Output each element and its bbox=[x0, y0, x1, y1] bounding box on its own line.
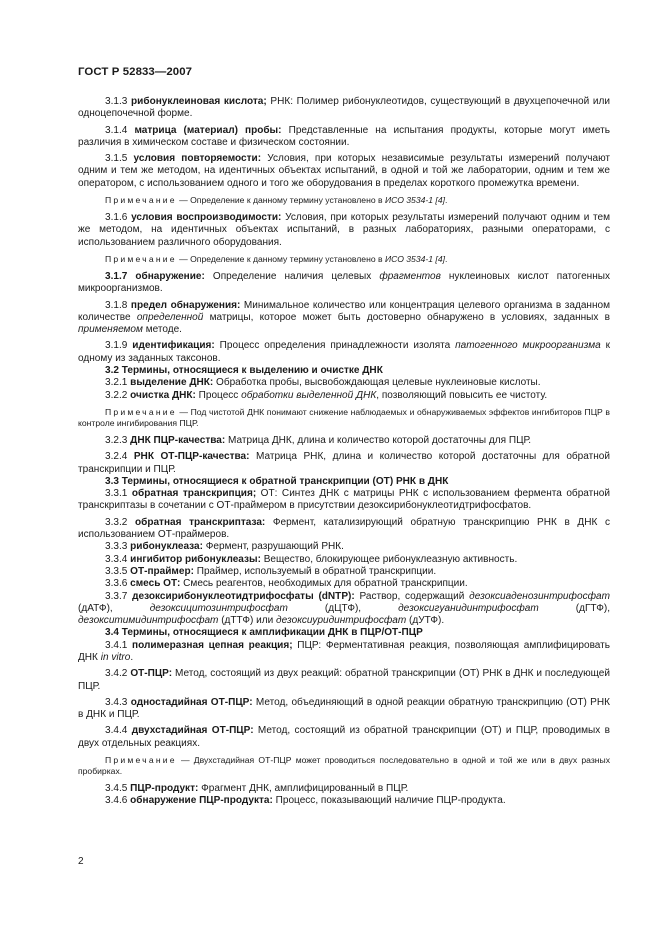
term-definition-italic: обработки выделенной ДНК bbox=[241, 389, 377, 401]
term-3-4-4 bbox=[78, 725, 610, 750]
term-3-3-2 bbox=[78, 517, 610, 542]
note-label: Примечание bbox=[105, 755, 177, 766]
term-definition: (дЦТФ), bbox=[287, 602, 399, 614]
note-label: Примечание bbox=[105, 195, 177, 206]
term-3-3-3 bbox=[78, 541, 610, 553]
term-definition: Вещество, блокирующее рибонуклеазную активность. bbox=[260, 553, 518, 565]
term-name: двухстадийная ОТ-ПЦР: bbox=[131, 725, 254, 737]
term-3-4-3 bbox=[78, 697, 610, 722]
note-text: — Под чистотой ДНК понимают снижение наблюдаемых и обнаруживаемых эффектов ингибиторов ПЦР в контроле ингибирования ПЦР. bbox=[78, 406, 610, 428]
term-number: 3.2.4 bbox=[105, 451, 128, 463]
term-definition: Раствор, содержащий bbox=[354, 590, 470, 602]
note-reference: ИСО 3534-1 [4] bbox=[384, 253, 445, 264]
term-definition: ПЦР: Ферментативная реакция, позволяющая амплифицировать ДНК bbox=[78, 639, 610, 663]
term-number: 3.4.2 bbox=[105, 668, 128, 680]
term-3-4-5 bbox=[78, 783, 610, 795]
term-name: РНК ОТ-ПЦР-качества: bbox=[133, 451, 250, 463]
term-name: обнаружение: bbox=[135, 270, 205, 282]
term-definition: Метод, объединяющий в одной реакции обратную транскрипцию (ОТ) РНК в ДНК и ПЦР. bbox=[78, 696, 610, 721]
term-definition-italic: применяемом bbox=[78, 324, 143, 336]
term-3-4-2 bbox=[78, 668, 610, 693]
term-3-1-4 bbox=[78, 125, 610, 150]
term-name: условия воспроизводимости: bbox=[131, 212, 282, 224]
term-3-2-2 bbox=[78, 390, 610, 402]
term-definition: Фермент, катализирующий обратную транскрипцию РНК в ДНК с использованием ОТ-праймеров. bbox=[78, 516, 610, 541]
term-name: обнаружение ПЦР-продукта: bbox=[130, 795, 273, 807]
term-name: предел обнаружения: bbox=[130, 299, 241, 311]
term-3-3-4 bbox=[78, 554, 610, 566]
term-number: 3.4.1 bbox=[105, 639, 128, 651]
term-3-2-1 bbox=[78, 377, 610, 389]
term-definition-italic: дезоксицитозинтрифосфат bbox=[149, 602, 288, 614]
term-definition: Матрица ДНК, длина и количество которой достаточны для ПЦР. bbox=[225, 434, 532, 446]
document-body bbox=[78, 96, 610, 808]
term-number: 3.3.5 bbox=[105, 565, 128, 577]
term-definition: Представленные на испытания продукты, которые могут иметь различия в химическом составе и физическом состоянии. bbox=[78, 124, 610, 148]
term-3-1-5 bbox=[78, 153, 610, 190]
term-number: 3.4.4 bbox=[105, 725, 128, 737]
term-definition: Праймер, используемый в обратной транскрипции. bbox=[193, 565, 437, 577]
note-4 bbox=[78, 755, 610, 777]
term-definition-italic: дезоксиуридинтрифосфат bbox=[276, 615, 407, 627]
term-name: ОТ-ПЦР: bbox=[130, 668, 173, 680]
term-3-3-7 bbox=[78, 591, 610, 628]
term-number: 3.1.7 bbox=[105, 270, 128, 282]
term-number: 3.3.1 bbox=[105, 488, 128, 500]
term-number: 3.4.5 bbox=[105, 783, 128, 795]
term-name: ингибитор рибонуклеазы: bbox=[130, 553, 261, 565]
term-definition-italic: фрагментов bbox=[379, 270, 441, 282]
term-number: 3.3.4 bbox=[105, 553, 128, 565]
term-definition-italic: дезоксиаденозинтрифосфат bbox=[469, 590, 610, 602]
note-label: Примечание bbox=[105, 253, 177, 264]
term-name: дезоксирибонуклеотидтрифосфаты (dNTP): bbox=[132, 590, 355, 602]
term-definition: методе. bbox=[142, 324, 182, 336]
term-3-2-3 bbox=[78, 435, 610, 447]
term-name: обратная транскриптаза: bbox=[134, 516, 266, 528]
term-definition: Матрица РНК, длина и количество которой достаточны для обратной транскрипции и ПЦР. bbox=[78, 451, 610, 475]
term-name: матрица (материал) пробы: bbox=[134, 124, 282, 136]
term-3-1-3 bbox=[78, 96, 610, 121]
term-definition-italic: определенной bbox=[136, 311, 204, 323]
term-name: ПЦР-продукт: bbox=[130, 783, 199, 795]
section-heading-3-4: 3.4 Термины, относящиеся к амплификации ДНК в ПЦР/ОТ-ПЦР bbox=[105, 627, 423, 639]
term-definition: . bbox=[130, 651, 134, 663]
term-3-3-5 bbox=[78, 566, 610, 578]
note-reference: ИСО 3534-1 [4] bbox=[384, 195, 445, 206]
term-number: 3.1.6 bbox=[105, 212, 128, 224]
term-name: условия повторяемости: bbox=[133, 153, 262, 165]
term-number: 3.1.5 bbox=[105, 153, 128, 165]
term-definition: матрицы, которое может быть достоверно обнаружено в условиях, заданных в bbox=[203, 311, 610, 323]
term-definition: Процесс определения принадлежности изолята bbox=[214, 340, 456, 352]
note-text: — Определение к данному термину установлено в bbox=[176, 253, 385, 264]
note-1 bbox=[78, 195, 610, 206]
term-name: одностадийная ОТ-ПЦР: bbox=[130, 696, 253, 708]
term-name: выделение ДНК: bbox=[130, 377, 214, 389]
term-number: 3.1.8 bbox=[105, 299, 128, 311]
term-number: 3.3.7 bbox=[105, 590, 128, 602]
term-definition: (дТТФ) или bbox=[218, 615, 277, 627]
term-definition: (дУТФ). bbox=[406, 615, 445, 627]
note-2 bbox=[78, 254, 610, 265]
term-name: рибонуклеаза: bbox=[130, 541, 203, 553]
section-heading-3-3: 3.3 Термины, относящиеся к обратной транскрипции (ОТ) РНК в ДНК bbox=[105, 475, 449, 487]
term-definition: (дАТФ), bbox=[78, 602, 150, 614]
term-number: 3.4.3 bbox=[105, 696, 128, 708]
term-definition: (дГТФ), bbox=[538, 602, 610, 614]
term-definition: Обработка пробы, высвобождающая целевые нуклеиновые кислоты. bbox=[213, 377, 541, 389]
term-definition: Процесс bbox=[195, 389, 242, 401]
term-definition-italic: дезоксигуанидинтрифосфат bbox=[398, 602, 539, 614]
term-3-1-7 bbox=[78, 271, 610, 296]
term-name: смесь ОТ: bbox=[130, 578, 181, 590]
term-definition-italic: дезокситимидинтрифосфат bbox=[78, 615, 219, 627]
term-3-3-6 bbox=[78, 578, 610, 590]
term-number: 3.3.3 bbox=[105, 541, 128, 553]
term-number: 3.2.2 bbox=[105, 389, 128, 401]
note-text: . bbox=[444, 195, 448, 206]
note-text: — Двухстадийная ОТ-ПЦР может проводиться последовательно в одной и той же или в двух разных пробирках. bbox=[78, 755, 610, 777]
page-number: 2 bbox=[78, 856, 84, 867]
term-definition: Метод, состоящий из обратной транскрипции (ОТ) и ПЦР, проводимых в двух отдельных реакциях. bbox=[78, 725, 610, 749]
note-label: Примечание bbox=[105, 406, 177, 417]
term-definition-italic: in vitro bbox=[100, 651, 131, 663]
term-3-1-8 bbox=[78, 300, 610, 337]
term-name: ОТ-праймер: bbox=[130, 565, 194, 577]
term-3-4-6 bbox=[78, 795, 610, 807]
term-definition: Фрагмент ДНК, амплифицированный в ПЦР. bbox=[198, 783, 409, 795]
term-definition-italic: патогенного микроорганизма bbox=[455, 340, 601, 352]
term-definition: Смесь реагентов, необходимых для обратной транскрипции. bbox=[180, 578, 468, 590]
term-number: 3.2.3 bbox=[105, 434, 128, 446]
term-3-1-9 bbox=[78, 340, 610, 365]
term-definition: Фермент, разрушающий РНК. bbox=[202, 541, 344, 553]
term-definition: Определение наличия целевых bbox=[204, 270, 380, 282]
section-heading-3-2: 3.2 Термины, относящиеся к выделению и очистке ДНК bbox=[105, 365, 383, 377]
note-text: . bbox=[444, 253, 448, 264]
document-header: ГОСТ Р 52833—2007 bbox=[78, 66, 193, 78]
term-number: 3.3.6 bbox=[105, 578, 128, 590]
term-number: 3.2.1 bbox=[105, 377, 128, 389]
term-definition: Условия, при которых результаты измерений получают одним и тем же методом, на идентичных объектах испытаний, в разных лабораториях, разными операторами, с использованием различного оборудования. bbox=[78, 212, 611, 248]
term-definition: , позволяющий повысить ее чистоту. bbox=[376, 389, 548, 401]
term-3-4-1 bbox=[78, 640, 610, 665]
term-3-3-1 bbox=[78, 488, 610, 513]
note-text: — Определение к данному термину установлено в bbox=[176, 195, 385, 206]
term-definition: Минимальное количество или концентрация целевого организма в заданном количестве bbox=[78, 299, 610, 323]
term-3-1-6 bbox=[78, 212, 610, 249]
term-name: полимеразная цепная реакция; bbox=[132, 639, 293, 651]
term-number: 3.1.3 bbox=[105, 96, 128, 107]
term-definition: Процесс, показывающий наличие ПЦР-продукта. bbox=[272, 795, 506, 807]
term-definition: нуклеиновых кислот патогенных микроорганизмов. bbox=[78, 270, 611, 295]
term-3-2-4 bbox=[78, 451, 610, 476]
note-3 bbox=[78, 407, 610, 429]
term-definition: Условия, при которых независимые результаты измерений получают одним и тем же методом, на идентичных объектах испытаний, в одной и той же лаборатории, одним и тем же оператором, с использованием одного и того же оборудования в пределах короткого промежутка времени. bbox=[78, 153, 610, 189]
term-number: 3.3.2 bbox=[105, 516, 128, 528]
term-definition: Метод, состоящий из двух реакций: обратной транскрипции (ОТ) РНК в ДНК и последующей ПЦР. bbox=[78, 668, 610, 692]
term-definition: РНК: Полимер рибонуклеотидов, существующий в двухцепочечной или одноцепочечной форме. bbox=[78, 96, 611, 120]
term-name: ДНК ПЦР-качества: bbox=[130, 434, 226, 446]
term-definition: ОТ: Синтез ДНК с матрицы РНК с использованием фермента обратной транскриптазы в сочетании с ОТ-праймером в присутствии дезоксирибонуклеотидтрифосфатов. bbox=[78, 488, 610, 512]
term-definition: к одному из заданных таксонов. bbox=[78, 340, 611, 364]
term-name: обратная транскрипция; bbox=[131, 488, 257, 500]
term-name: очистка ДНК: bbox=[130, 389, 196, 401]
term-number: 3.1.4 bbox=[105, 124, 128, 136]
term-name: идентификация: bbox=[132, 340, 215, 352]
term-name: рибонуклеиновая кислота; bbox=[131, 96, 267, 107]
term-number: 3.1.9 bbox=[105, 340, 128, 352]
term-number: 3.4.6 bbox=[105, 795, 128, 807]
